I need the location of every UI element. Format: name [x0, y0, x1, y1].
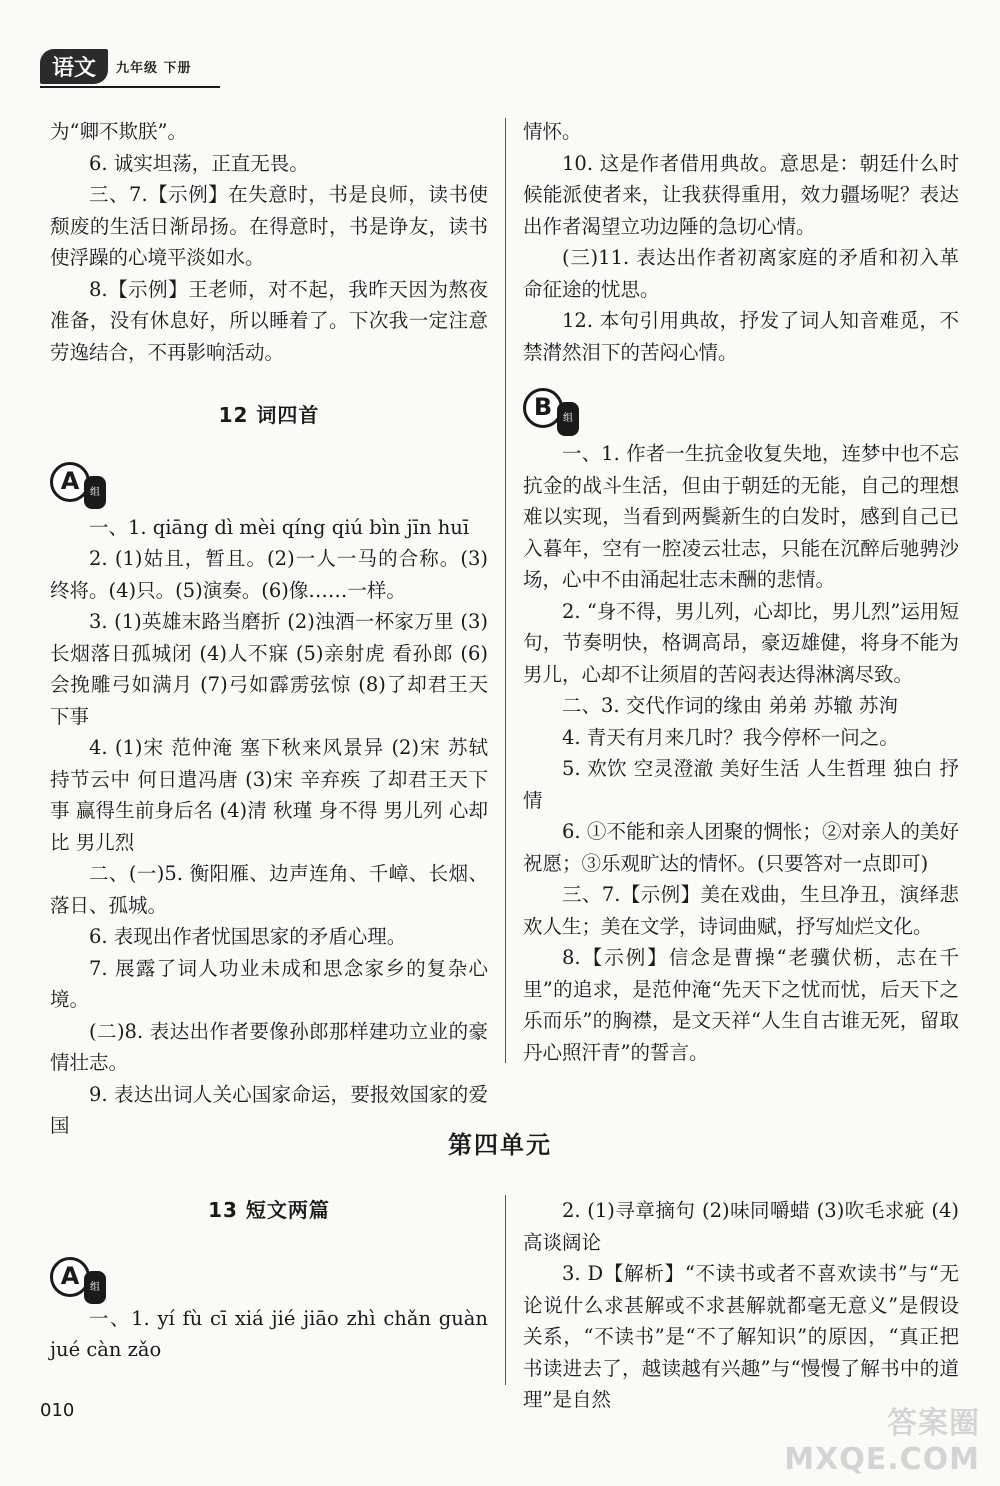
bottom-left-column — [50, 1195, 488, 1366]
answer-paragraph: 为“卿不欺朕”。 — [50, 120, 187, 143]
right-column — [523, 116, 959, 1068]
answer-paragraph: 一、1. 作者一生抗金收复失地，连梦中也不忘抗金的战斗生活，但由于朝廷的无能，自己的理想难以实现，当看到两鬓新生的白发时，感到自己已入暮年，空有一腔凌云壮志，只能在沉醉后驰骋沙场，心中不由涌起壮志未酬的悲情。 — [523, 442, 959, 591]
answer-paragraph: 12. 本句引用典故，抒发了词人知音难觅，不禁潸然泪下的苦闷心情。 — [523, 309, 959, 364]
header-rule — [40, 86, 220, 88]
group-a-badge — [50, 1257, 488, 1303]
answer-paragraph: 6. ①不能和亲人团聚的惆怅；②对亲人的美好祝愿；③乐观旷达的情怀。(只要答对一点即可) — [523, 820, 959, 875]
answer-paragraph: 二、(一)5. 衡阳雁、边声连角、千嶂、长烟、落日、孤城。 — [50, 862, 488, 917]
answer-paragraph: 7. 展露了词人功业未成和思念家乡的复杂心境。 — [50, 956, 488, 1011]
watermark-line: 答案圈 — [887, 1406, 980, 1441]
answer-paragraph: 一、1. qiāng dì mèi qíng qiú bìn jīn huī — [89, 515, 470, 539]
group-tag: 组 — [557, 402, 579, 436]
answer-paragraph: 2. (1)姑且，暂且。(2)一人一马的合称。(3)终将。(4)只。(5)演奏。(6)像……一样。 — [50, 547, 488, 602]
answer-paragraph: 9. 表达出词人关心国家命运，要报效国家的爱国 — [50, 1082, 488, 1137]
group-tag: 组 — [84, 476, 106, 510]
watermark-line: MXQE.COM — [784, 1442, 980, 1477]
watermark — [784, 1406, 980, 1478]
group-letter: A — [50, 462, 90, 502]
answer-paragraph: 情怀。 — [523, 120, 582, 143]
answer-paragraph: 6. 表现出作者忧国思家的矛盾心理。 — [89, 925, 407, 948]
answer-paragraph: 5. 欢饮 空灵澄澈 美好生活 人生哲理 独白 抒情 — [523, 757, 959, 812]
group-a-icon — [50, 1257, 116, 1297]
answer-paragraph: 一、1. yí fù cī xiá jié jiāo zhì chǎn guàn jué càn zǎo — [50, 1306, 488, 1361]
column-divider-bottom — [505, 1195, 506, 1385]
answer-paragraph: 3. (1)英雄末路当磨折 (2)浊酒一杯家万里 (3)长烟落日孤城闭 (4)人不寐 (5)亲射虎 看孙郎 (6)会挽雕弓如满月 (7)弓如霹雳弦惊 (8)了却君王天下事 — [50, 610, 488, 728]
subject-logo: 语文 — [40, 49, 108, 84]
section-title: 12 词四首 — [218, 403, 320, 427]
answer-paragraph: 2. (1)寻章摘句 (2)味同嚼蜡 (3)吹毛求疵 (4)高谈阔论 — [523, 1199, 959, 1254]
bottom-right-column — [523, 1195, 959, 1416]
page-number: 010 — [40, 1400, 75, 1421]
group-a-badge — [50, 462, 488, 512]
answer-paragraph: 8.【示例】王老师，对不起，我昨天因为熬夜准备，没有休息好，所以睡着了。下次我一定注意劳逸结合，不再影响活动。 — [50, 277, 488, 364]
answer-paragraph: 8.【示例】信念是曹操“老骥伏枥，志在千里”的追求，是范仲淹“先天下之忧而忧，后天下之乐而乐”的胸襟，是文天祥“人生自古谁无死，留取丹心照汗青”的誓言。 — [523, 946, 959, 1064]
group-a-icon — [50, 462, 116, 502]
answer-paragraph: 2. “身不得，男儿列，心却比，男儿烈”运用短句，节奏明快，格调高昂，豪迈雄健，将身不能为男儿，心却不让须眉的苦闷表达得淋漓尽致。 — [523, 599, 959, 686]
page-header — [40, 48, 192, 84]
answer-paragraph: 三、7.【示例】美在戏曲，生旦净丑，演绎悲欢人生；美在文学，诗词曲赋，抒写灿烂文化。 — [523, 883, 959, 938]
left-column — [50, 116, 488, 1142]
answer-paragraph: (三)11. 表达出作者初离家庭的矛盾和初入革命征途的忧思。 — [523, 246, 959, 301]
answer-paragraph: (二)8. 表达出作者要像孙郎那样建功立业的豪情壮志。 — [50, 1019, 488, 1074]
answer-paragraph: 4. 青天有月来几时？我今停杯一问之。 — [562, 725, 899, 749]
group-letter: B — [523, 388, 563, 428]
answer-paragraph: 6. 诚实坦荡，正直无畏。 — [89, 151, 309, 175]
answer-paragraph: 三、7.【示例】在失意时，书是良师，读书使颓废的生活日渐昂扬。在得意时，书是诤友，读书使浮躁的心境平淡如水。 — [50, 183, 488, 269]
answer-paragraph: 10. 这是作者借用典故。意思是：朝廷什么时候能派使者来，让我获得重用，效力疆场呢？表达出作者渴望立功边陲的急切心情。 — [523, 151, 959, 238]
group-tag: 组 — [84, 1271, 106, 1305]
unit-title: 第四单元 — [448, 1131, 552, 1159]
group-letter: A — [50, 1257, 90, 1297]
grade-label: 九年级 下册 — [116, 60, 192, 76]
answer-paragraph: 3. D【解析】“不读书或者不喜欢读书”与“无论说什么求甚解或不求甚解就都毫无意义”是假设关系，“不读书”是“不了解知识”的原因，“真正把书读进去了，越读越有兴趣”与“慢慢了解书中的道理”是自然 — [523, 1262, 959, 1411]
section-title: 13 短文两篇 — [208, 1198, 330, 1222]
group-b-badge — [523, 388, 959, 438]
column-divider-top — [505, 118, 506, 1063]
answer-paragraph: 二、3. 交代作词的缘由 弟弟 苏辙 苏洵 — [562, 694, 898, 717]
group-b-icon — [523, 388, 589, 428]
answer-paragraph: 4. (1)宋 范仲淹 塞下秋来风景异 (2)宋 苏轼 持节云中 何日遣冯唐 (3)宋 辛弃疾 了却君王天下事 赢得生前身后名 (4)清 秋瑾 身不得 男儿列 心却比 男儿烈 — [50, 736, 488, 854]
